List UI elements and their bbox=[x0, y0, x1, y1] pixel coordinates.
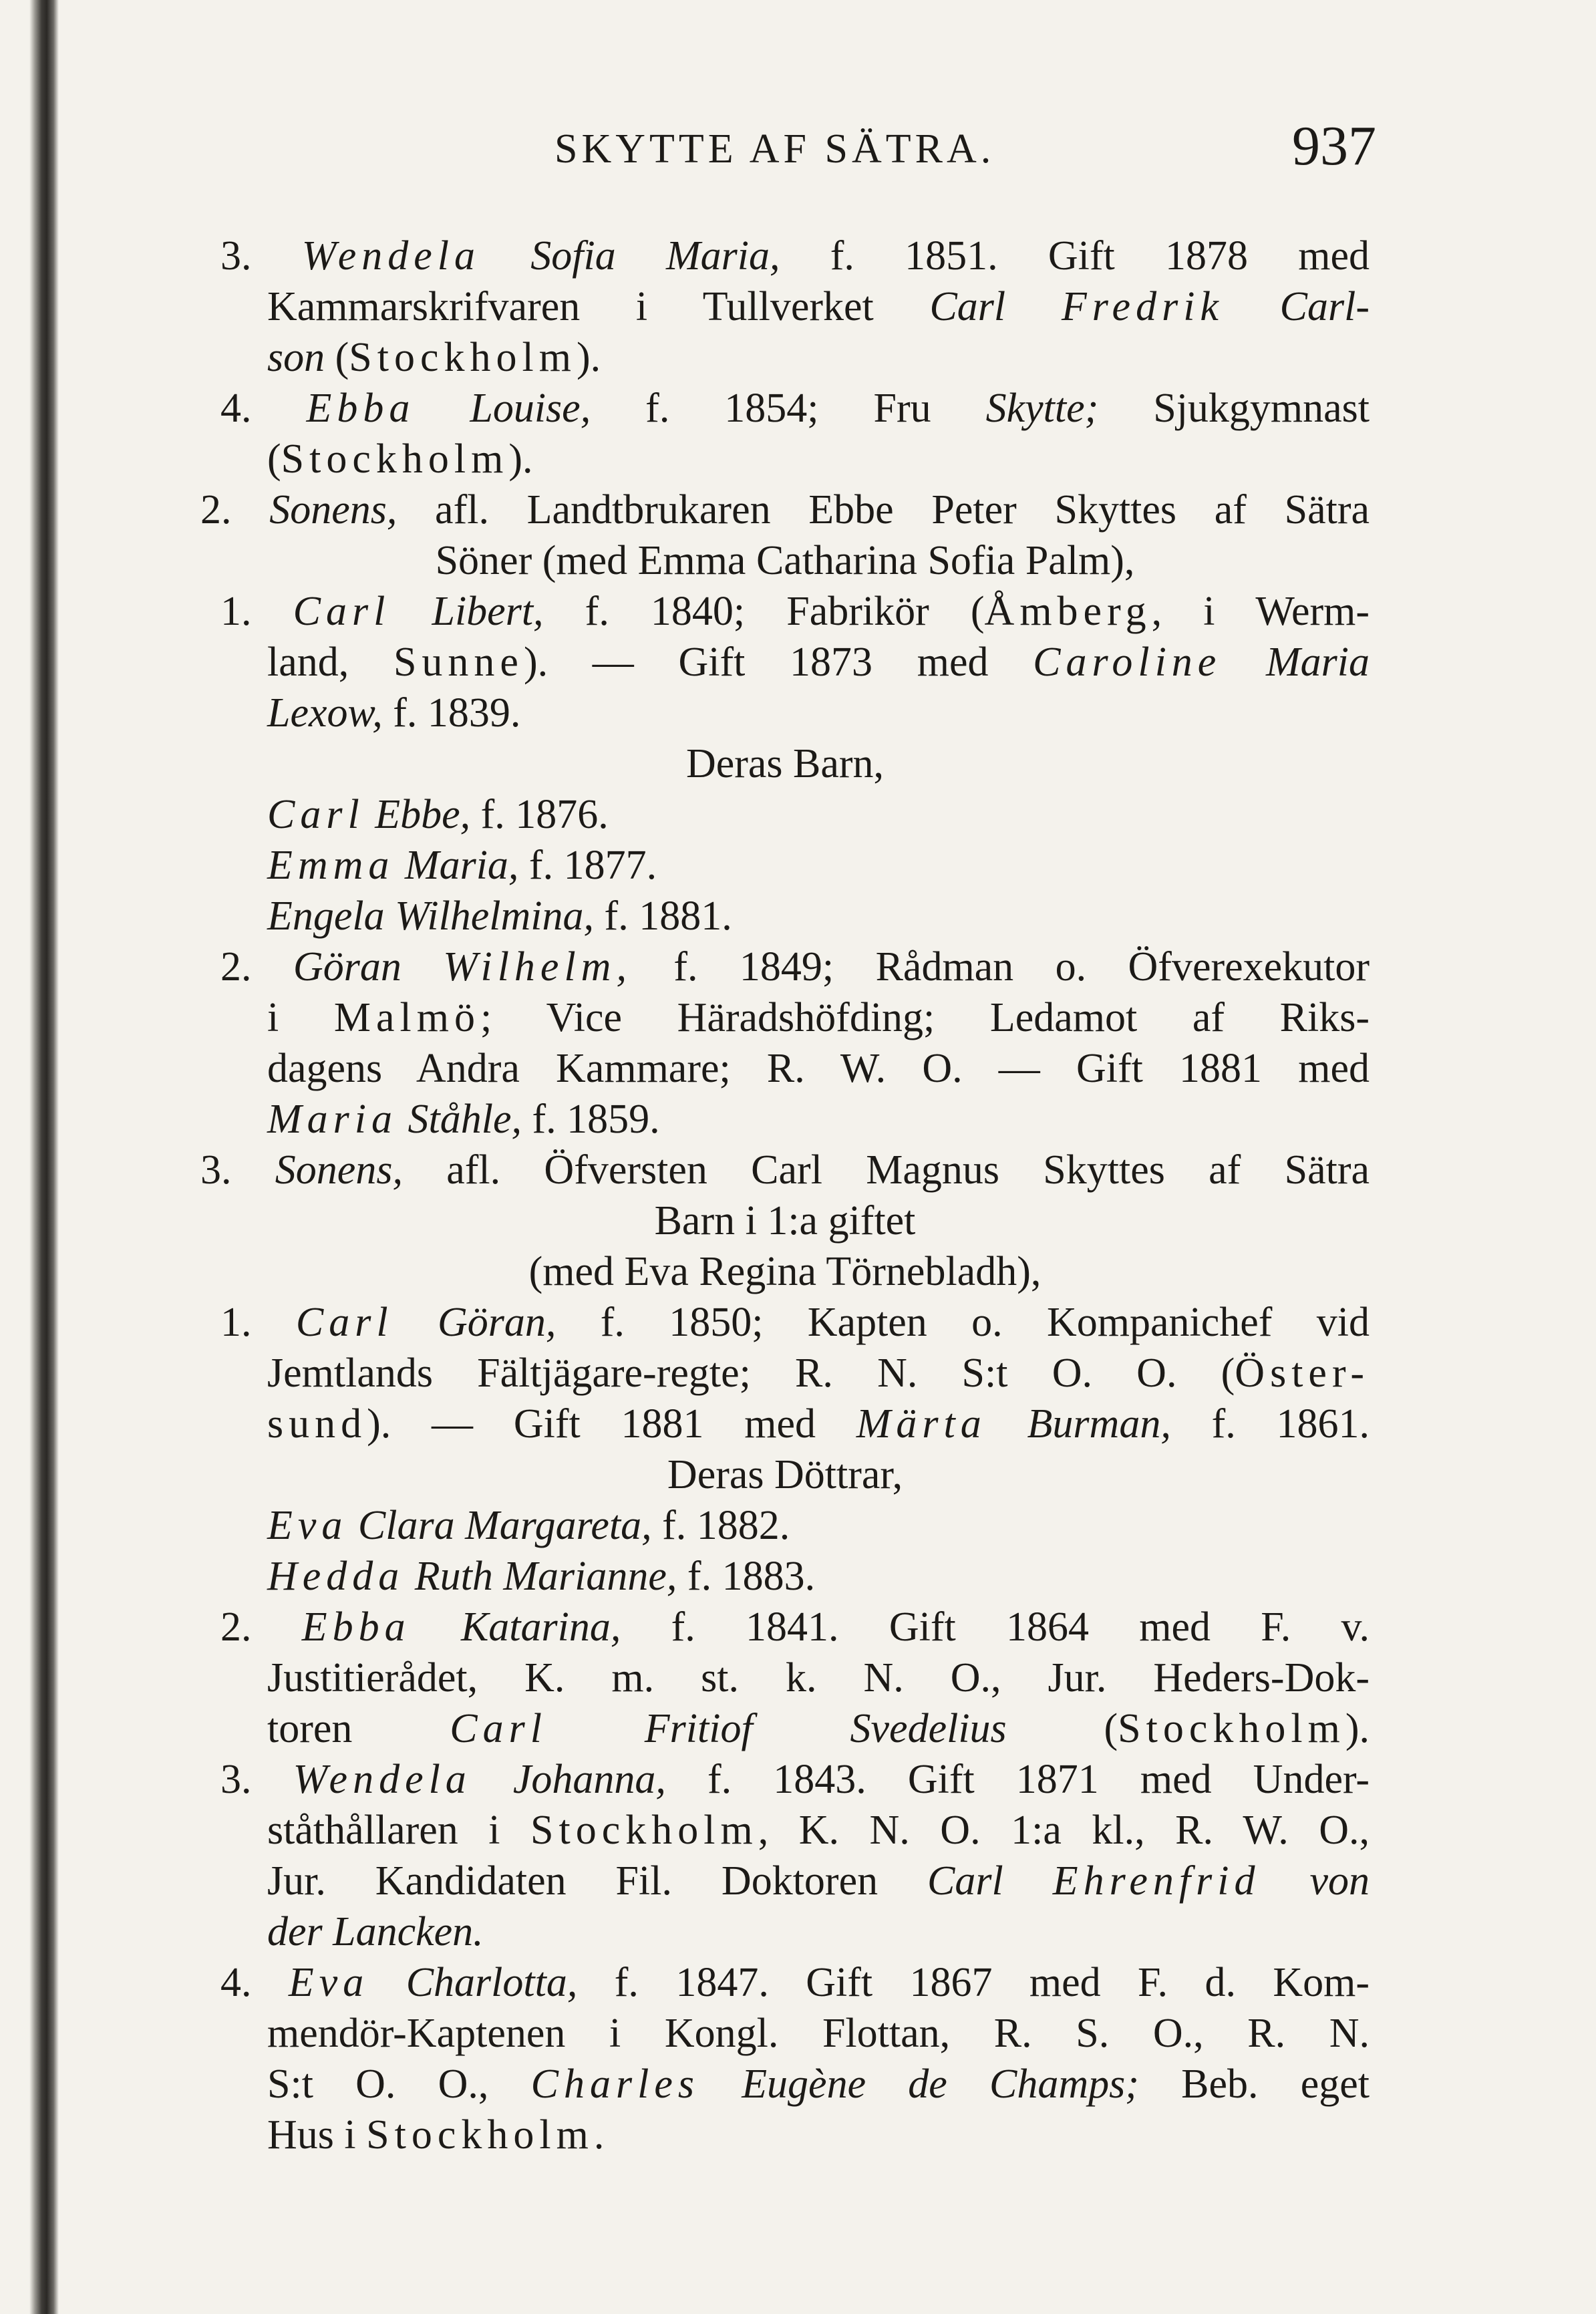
text-line: dagens Andra Kammare; R. W. O. — Gift 1881 med bbox=[267, 1046, 1370, 1091]
text-line: 2. Ebba Katarina, f. 1841. Gift 1864 med F. v. bbox=[220, 1604, 1370, 1650]
text-line: mendör-Kaptenen i Kongl. Flottan, R. S. O., R. N. bbox=[267, 2011, 1370, 2056]
text-line: Hus i Stockholm. bbox=[267, 2112, 605, 2158]
text-line: 1. Carl Libert, f. 1840; Fabrikör (Åmberg, i Werm- bbox=[220, 589, 1370, 634]
text-line: 3. Wendela Johanna, f. 1843. Gift 1871 med Under- bbox=[220, 1757, 1370, 1802]
text-line: Jur. Kandidaten Fil. Doktoren Carl Ehrenfrid von bbox=[267, 1858, 1370, 1904]
page-header bbox=[220, 114, 1376, 194]
text-line: i Malmö; Vice Häradshöfding; Ledamot af Riks- bbox=[267, 995, 1370, 1040]
text-line: (Stockholm). bbox=[267, 436, 533, 482]
text-line: Kammarskrifvaren i Tullverket Carl Fredrik Carl- bbox=[267, 284, 1370, 329]
text-line: son (Stockholm). bbox=[267, 335, 601, 380]
running-title: SKYTTE AF SÄTRA. bbox=[554, 126, 995, 172]
text-line: Lexow, f. 1839. bbox=[267, 690, 521, 736]
text-line: Hedda Ruth Marianne, f. 1883. bbox=[267, 1554, 816, 1599]
text-line: sund). — Gift 1881 med Märta Burman, f. 1861. bbox=[267, 1401, 1370, 1447]
text-line: Barn i 1:a giftet bbox=[654, 1198, 916, 1244]
text-line: land, Sunne). — Gift 1873 med Caroline Maria bbox=[267, 639, 1370, 685]
text-line: Emma Maria, f. 1877. bbox=[267, 843, 657, 888]
text-line: Maria Ståhle, f. 1859. bbox=[267, 1097, 660, 1142]
text-line: Jemtlands Fältjägare-regte; R. N. S:t O. O. (Öster- bbox=[267, 1350, 1370, 1396]
text-line: Eva Clara Margareta, f. 1882. bbox=[267, 1503, 790, 1548]
text-line: toren Carl Fritiof Svedelius (Stockholm). bbox=[267, 1706, 1370, 1751]
text-line: 3. Wendela Sofia Maria, f. 1851. Gift 1878 med bbox=[220, 233, 1370, 279]
text-line: S:t O. O., Charles Eugène de Champs; Beb. eget bbox=[267, 2061, 1370, 2107]
text-line: 4. Ebba Louise, f. 1854; Fru Skytte; Sjukgymnast bbox=[220, 386, 1370, 431]
text-line: Deras Döttrar, bbox=[667, 1452, 903, 1497]
text-line: (med Eva Regina Törnebladh), bbox=[528, 1249, 1042, 1294]
text-line: ståthållaren i Stockholm, K. N. O. 1:a kl., R. W. O., bbox=[267, 1807, 1370, 1853]
text-line: der Lancken. bbox=[267, 1909, 484, 1955]
text-line: Söner (med Emma Catharina Sofia Palm), bbox=[435, 538, 1135, 583]
text-line: 1. Carl Göran, f. 1850; Kapten o. Kompanichef vid bbox=[220, 1300, 1370, 1345]
text-line: 4. Eva Charlotta, f. 1847. Gift 1867 med F. d. Kom- bbox=[220, 1960, 1370, 2005]
text-line: 2. Sonens, afl. Landtbrukaren Ebbe Peter Skyttes af Sätra bbox=[200, 487, 1370, 533]
text-line: 2. Göran Wilhelm, f. 1849; Rådman o. Öfverexekutor bbox=[220, 944, 1370, 990]
page-number: 937 bbox=[1292, 115, 1376, 177]
text-line: Justitierådet, K. m. st. k. N. O., Jur. Heders-Dok- bbox=[267, 1655, 1370, 1701]
book-binding-edge bbox=[0, 0, 59, 2314]
text-line: Deras Barn, bbox=[685, 741, 885, 786]
text-line: Carl Ebbe, f. 1876. bbox=[267, 792, 609, 837]
text-line: Engela Wilhelmina, f. 1881. bbox=[267, 893, 732, 939]
genealogy-text bbox=[200, 231, 1370, 2160]
text-line: 3. Sonens, afl. Öfversten Carl Magnus Skyttes af Sätra bbox=[200, 1147, 1370, 1193]
